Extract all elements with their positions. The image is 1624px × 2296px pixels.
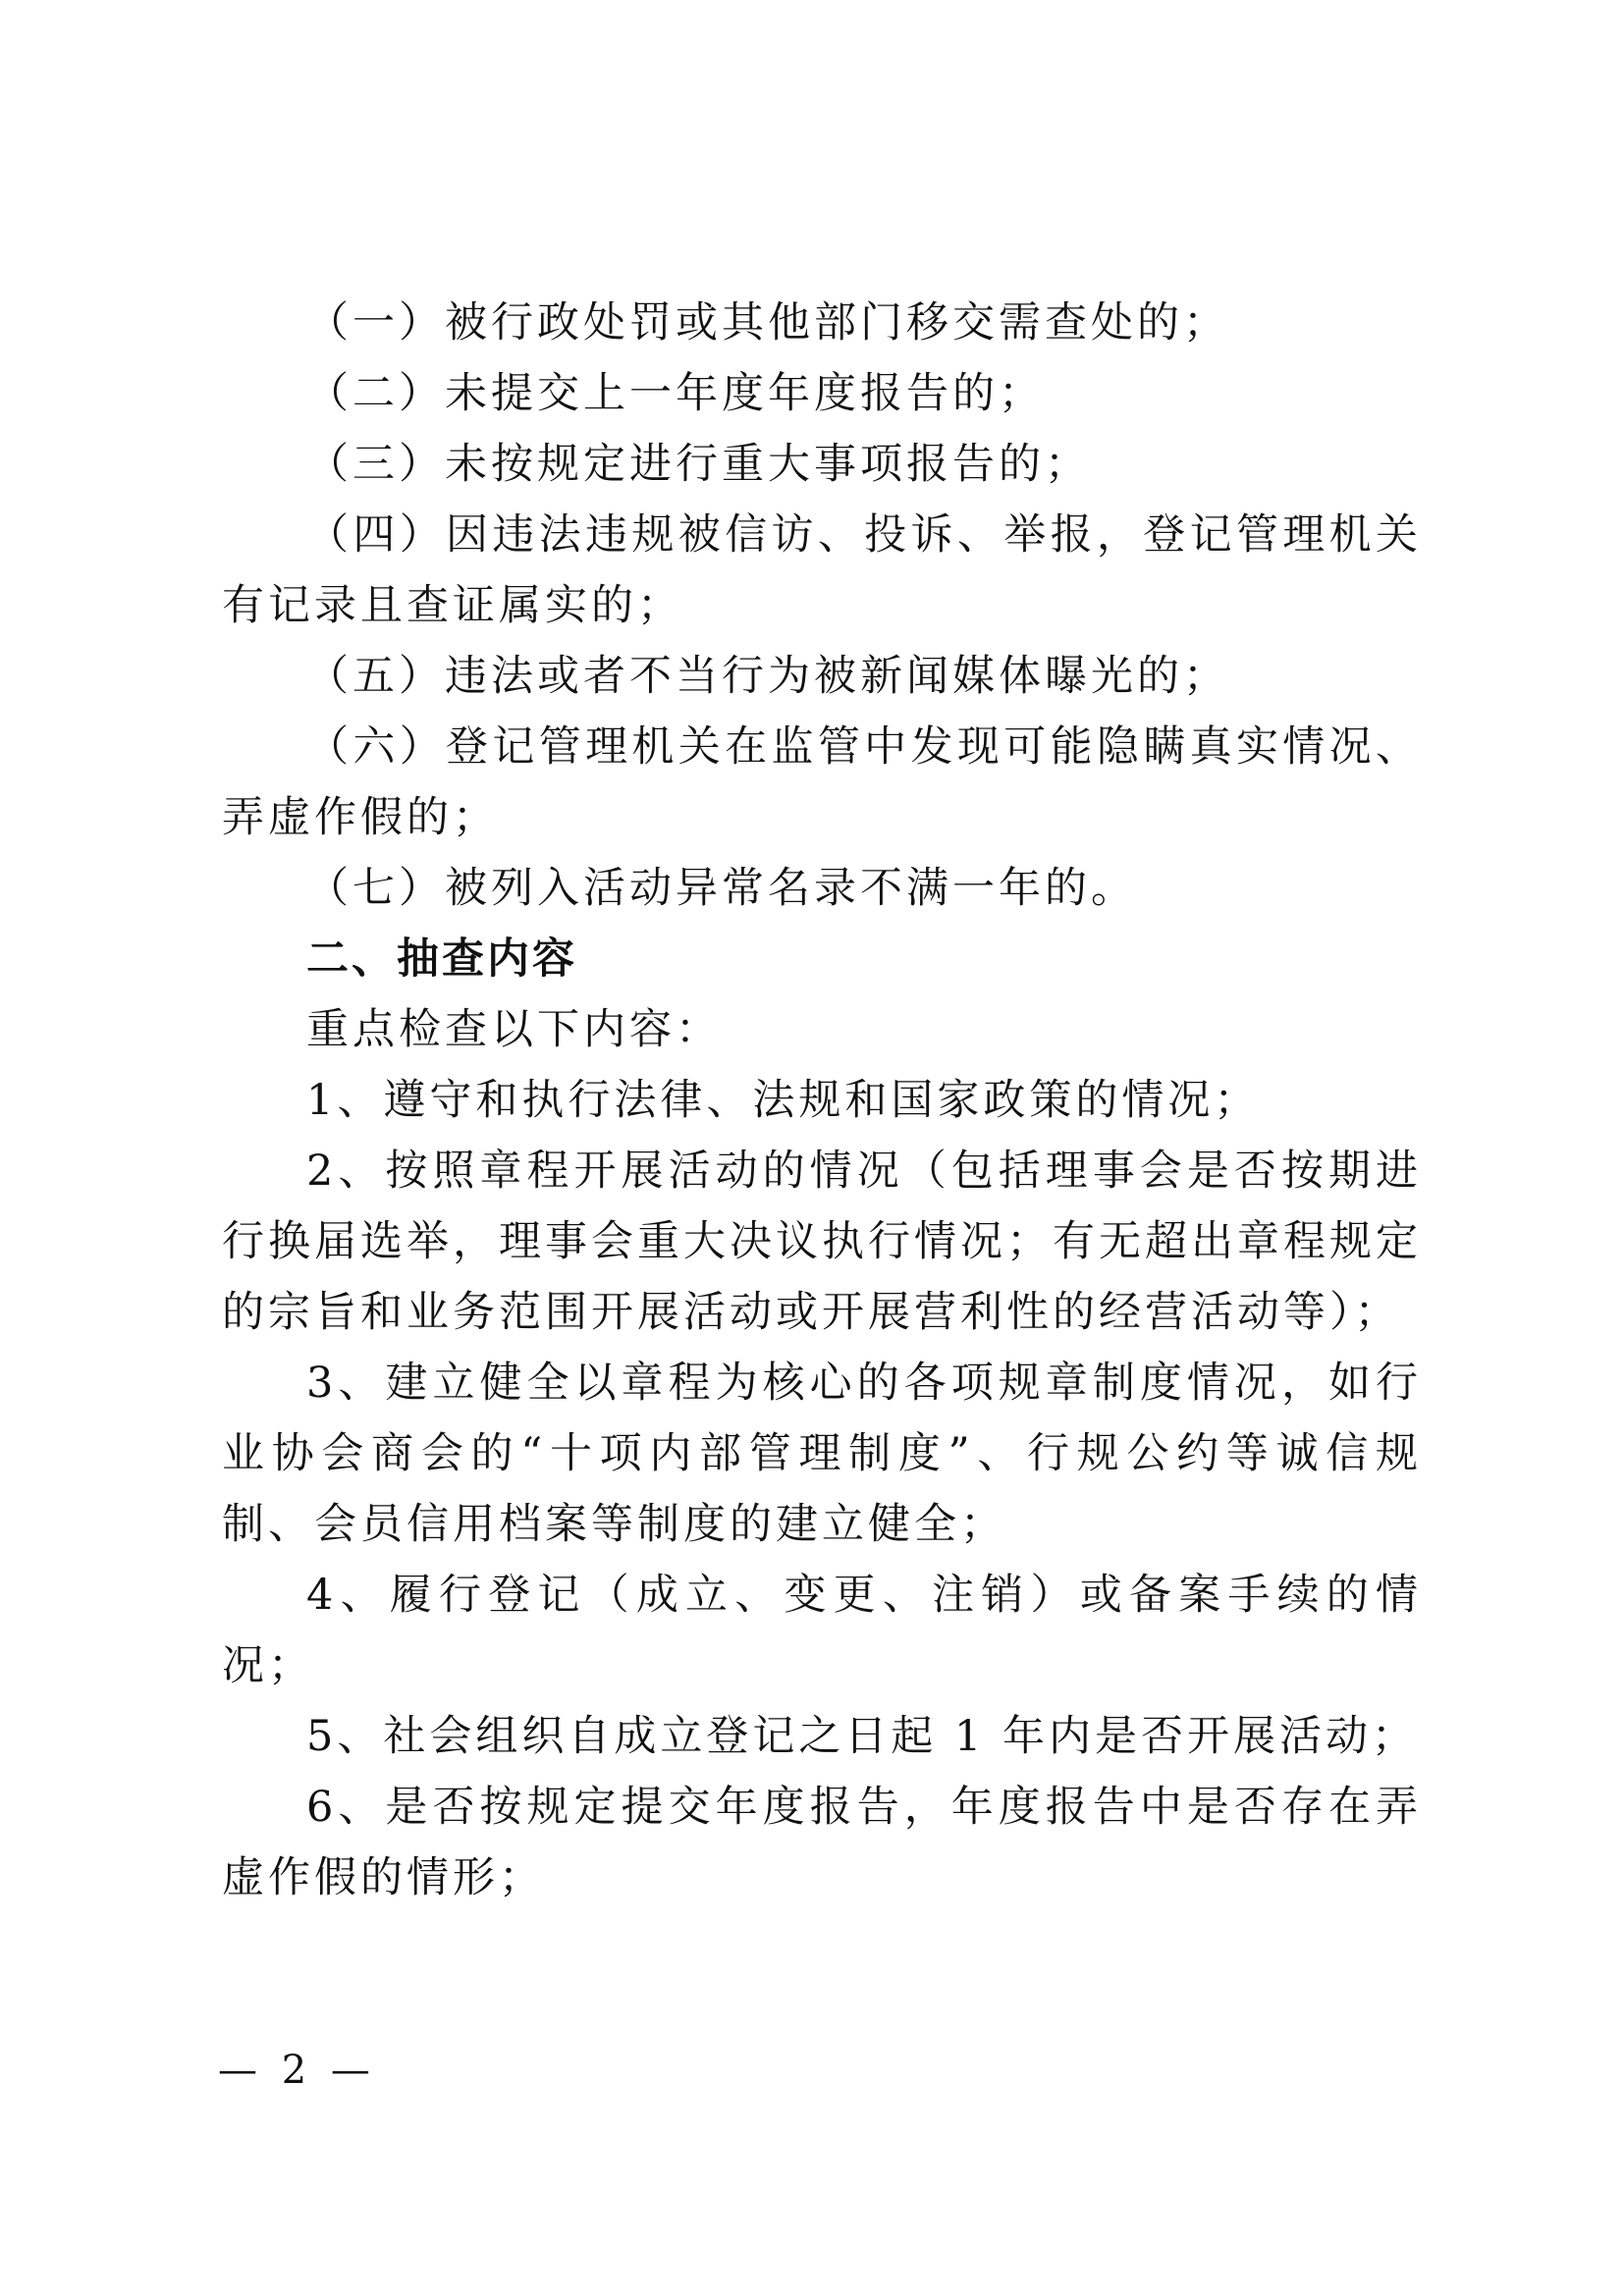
content-item-6: 6、是否按规定提交年度报告，年度报告中是否存在弄虚作假的情形； [222,1783,1422,1902]
content-item-2: 2、按照章程开展活动的情况（包括理事会是否按期进行换届选举，理事会重大决议执行情况；有无超出章程规定的宗旨和业务范围开展活动或开展营利性的经营活动等）； [222,1147,1422,1337]
item-7: （七）被列入活动异常名录不满一年的。 [306,864,1137,913]
document-body [222,288,1422,1913]
page-number: — 2 — [218,2048,376,2093]
item-6: （六）登记管理机关在监管中发现可能隐瞒真实情况、弄虚作假的； [222,722,1422,842]
section-intro: 重点检查以下内容： [306,1005,722,1054]
item-4: （四）因违法违规被信访、投诉、举报，登记管理机关有记录且查证属实的； [222,510,1422,630]
item-2: （二）未提交上一年度年度报告的； [306,369,1045,418]
content-item-5: 5、社会组织自成立登记之日起 1 年内是否开展活动； [306,1712,1419,1761]
item-3: （三）未按规定进行重大事项报告的； [306,440,1091,489]
item-5: （五）违法或者不当行为被新闻媒体曝光的； [306,652,1229,701]
section-heading: 二、抽查内容 [306,934,577,984]
content-item-1: 1、遵守和执行法律、法规和国家政策的情况； [306,1076,1261,1125]
item-1: （一）被行政处罚或其他部门移交需查处的； [306,298,1229,347]
content-item-3: 3、建立健全以章程为核心的各项规章制度情况，如行业协会商会的“十项内部管理制度”、行规公约等诚信规制、会员信用档案等制度的建立健全； [222,1359,1422,1549]
content-item-4: 4、履行登记（成立、变更、注销）或备案手续的情况； [222,1571,1422,1690]
